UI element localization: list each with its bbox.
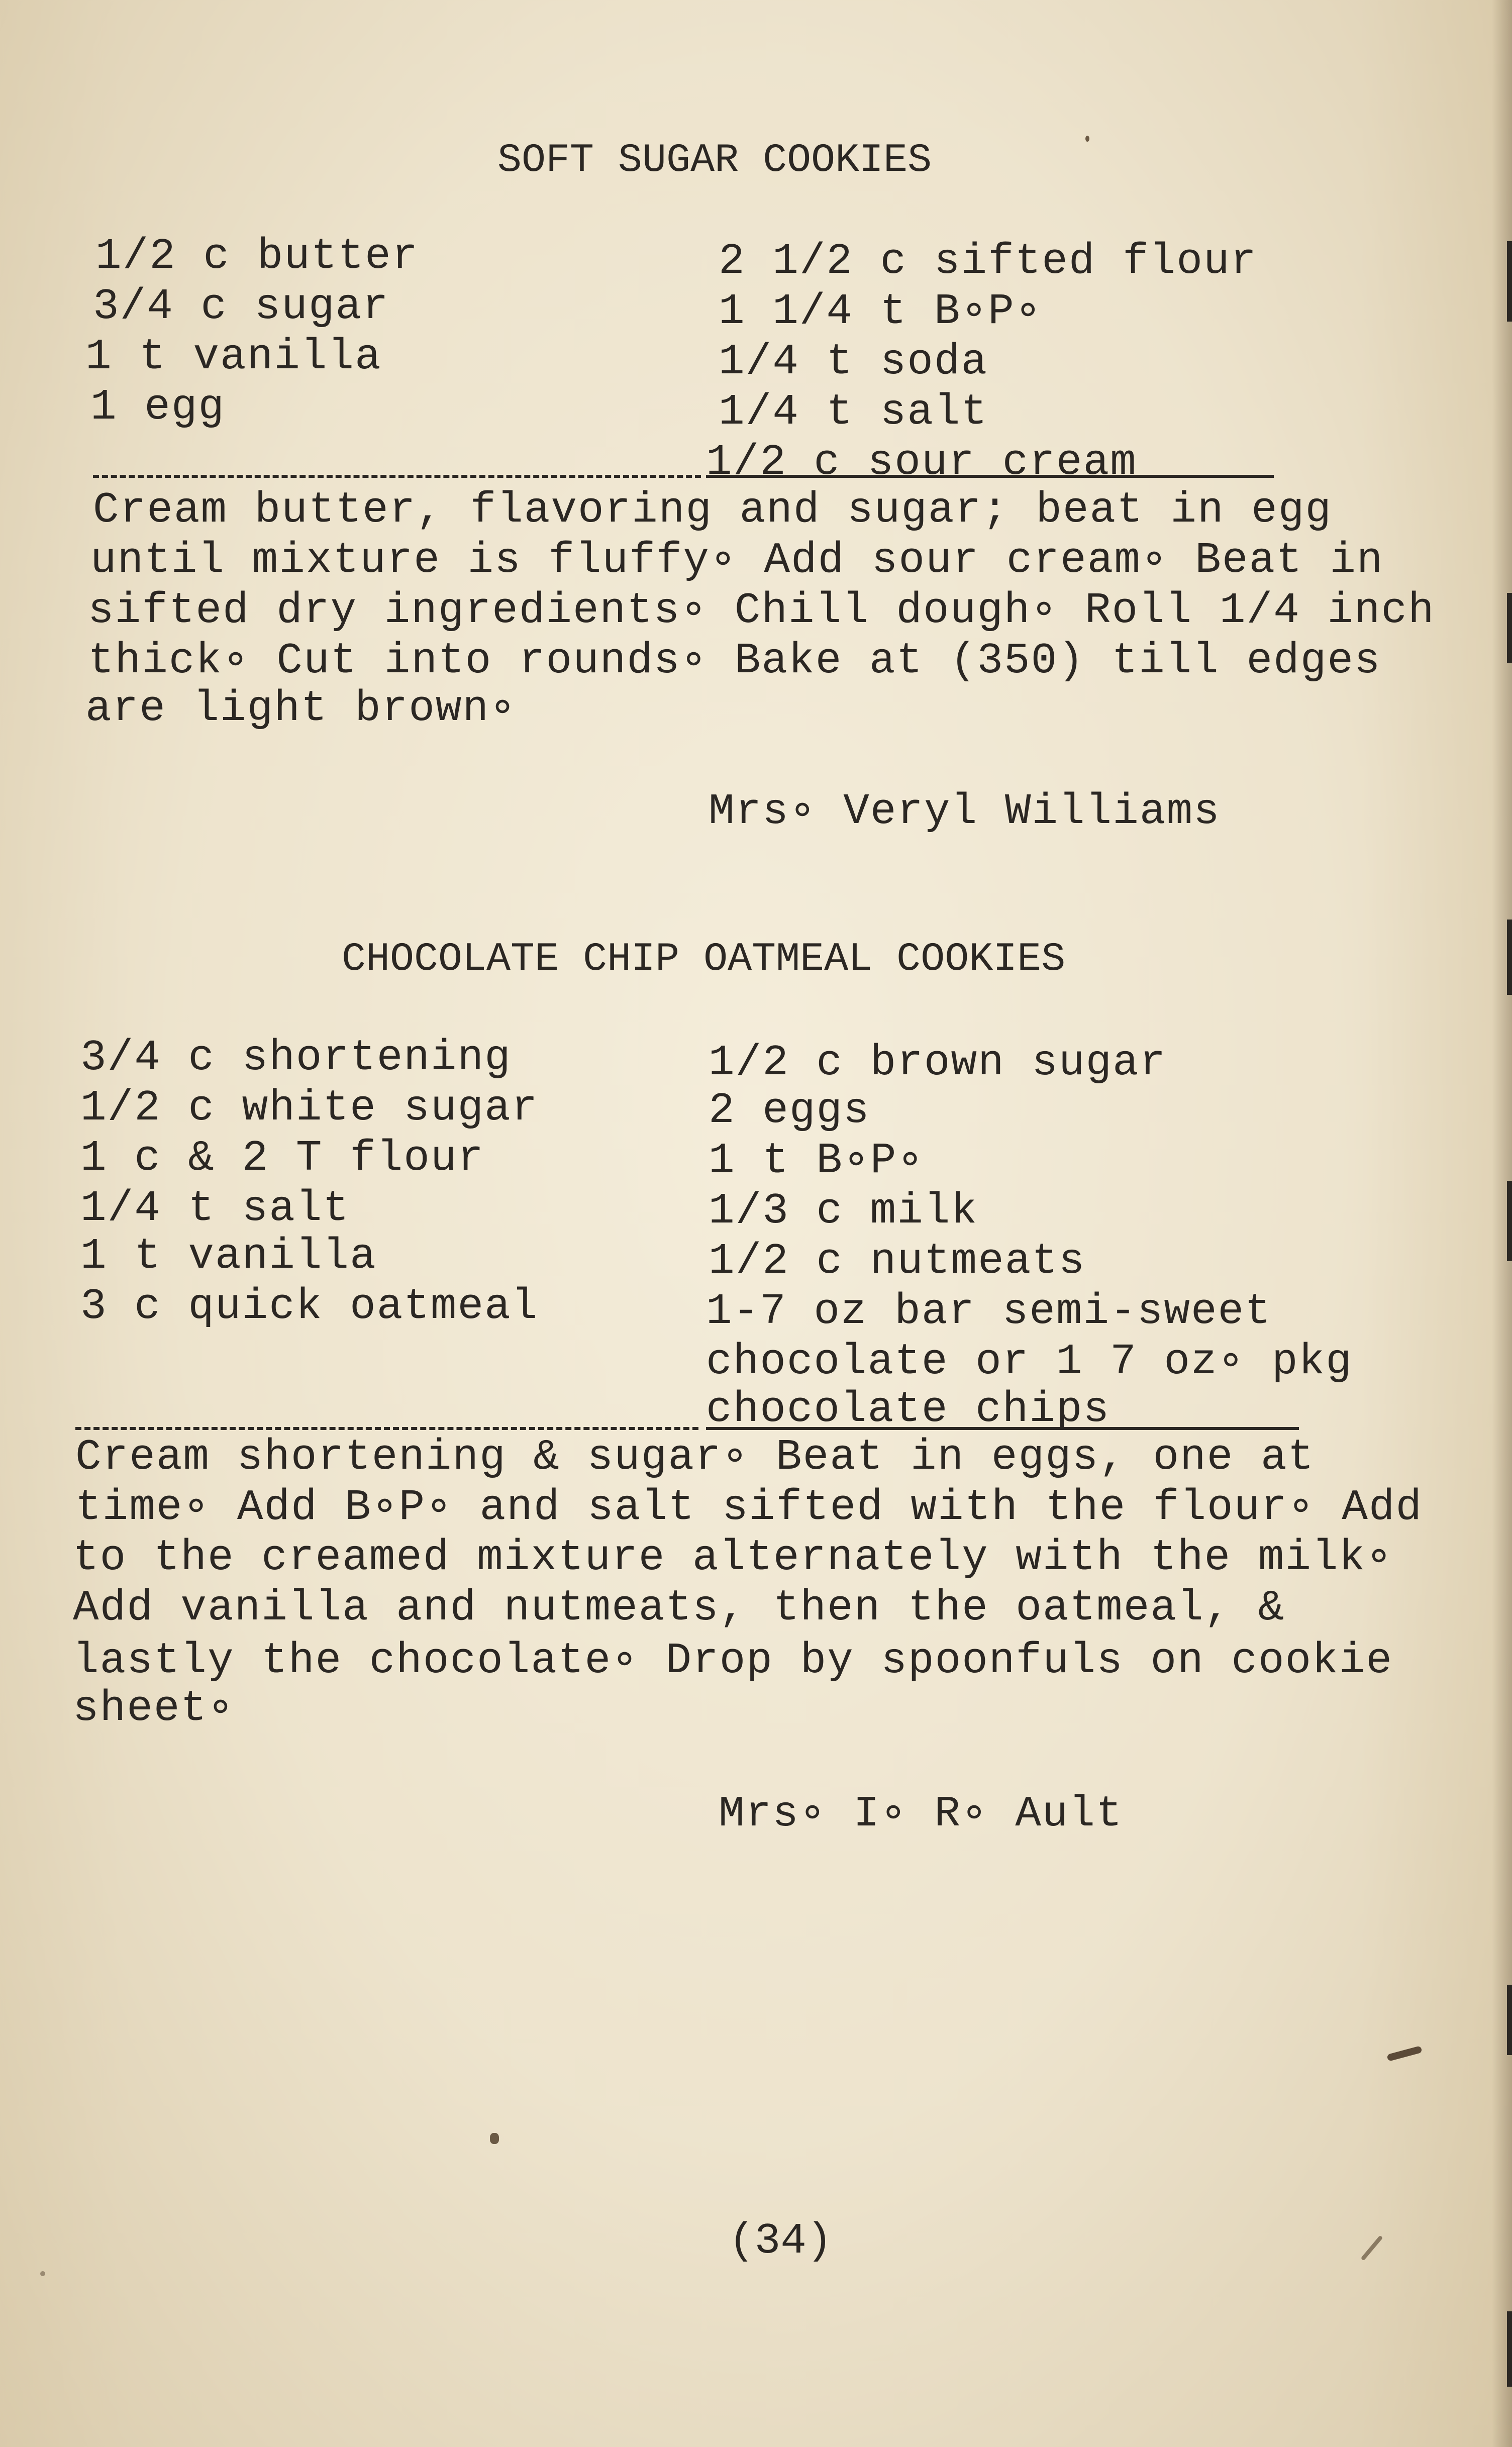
- ingredient: 1/4 t soda: [719, 337, 988, 386]
- direction-line: time∘ Add B∘P∘ and salt sifted with the flour∘ Add: [75, 1483, 1423, 1532]
- ingredient: 3/4 c shortening: [80, 1033, 512, 1082]
- ingredient-divider: [75, 1427, 698, 1430]
- recipe-author: Mrs∘ Veryl Williams: [709, 787, 1221, 836]
- binding-mark: [1507, 593, 1512, 663]
- ingredient: 3 c quick oatmeal: [80, 1282, 539, 1331]
- ingredient: 1 c & 2 T flour: [80, 1134, 485, 1183]
- direction-line: lastly the chocolate∘ Drop by spoonfuls on cookie: [73, 1636, 1393, 1685]
- ingredient: 2 1/2 c sifted flour: [719, 237, 1258, 286]
- ingredient: 1/4 t salt: [719, 387, 988, 437]
- ingredient: 1-7 oz bar semi-sweet: [706, 1287, 1272, 1336]
- ingredient: 1/4 t salt: [80, 1184, 350, 1233]
- binding-mark: [1507, 2311, 1512, 2387]
- paper-speck: [490, 2133, 499, 2144]
- recipe-title: SOFT SUGAR COOKIES: [497, 138, 932, 183]
- ingredient: 2 eggs: [709, 1086, 870, 1135]
- ingredient: 1 t vanilla: [80, 1232, 377, 1281]
- recipe-title: CHOCOLATE CHIP OATMEAL COOKIES: [342, 937, 1066, 982]
- direction-line: until mixture is fluffy∘ Add sour cream∘ Beat in: [90, 536, 1384, 585]
- binding-mark: [1507, 241, 1512, 322]
- ingredient: 3/4 c sugar: [93, 282, 389, 331]
- paper-speck: [1085, 136, 1089, 142]
- direction-line: thick∘ Cut into rounds∘ Bake at (350) till edges: [88, 636, 1381, 685]
- ingredient-divider: [706, 1427, 1299, 1430]
- binding-mark: [1507, 920, 1512, 995]
- ingredient-divider: [93, 475, 701, 478]
- direction-line: sheet∘: [73, 1684, 235, 1733]
- ingredient: chocolate chips: [706, 1385, 1111, 1434]
- ingredient: chocolate or 1 7 oz∘ pkg: [706, 1337, 1353, 1386]
- ingredient: 1/2 c white sugar: [80, 1083, 539, 1133]
- ingredient: 1/2 c brown sugar: [709, 1038, 1167, 1087]
- direction-line: sifted dry ingredients∘ Chill dough∘ Roll 1/4 inch: [88, 586, 1435, 635]
- binding-mark: [1507, 1181, 1512, 1261]
- paper-speck: [40, 2271, 45, 2276]
- ingredient: 1/2 c sour cream: [706, 438, 1137, 487]
- ingredient: 1 t vanilla: [85, 332, 382, 381]
- binding-mark: [1507, 1985, 1512, 2055]
- direction-line: are light brown∘: [85, 684, 517, 733]
- ingredient: 1/2 c nutmeats: [709, 1237, 1086, 1286]
- direction-line: Cream butter, flavoring and sugar; beat in egg: [93, 485, 1332, 535]
- ingredient: 1/3 c milk: [709, 1186, 978, 1236]
- ingredient-divider: [706, 475, 1274, 478]
- direction-line: Add vanilla and nutmeats, then the oatmeal, &: [73, 1583, 1285, 1633]
- ingredient: 1 1/4 t B∘P∘: [719, 287, 1042, 336]
- page-number: (34): [729, 2216, 833, 2266]
- ingredient: 1 t B∘P∘: [709, 1136, 925, 1185]
- direction-line: Cream shortening & sugar∘ Beat in eggs, one at: [75, 1433, 1315, 1482]
- recipe-author: Mrs∘ I∘ R∘ Ault: [719, 1789, 1123, 1839]
- direction-line: to the creamed mixture alternately with the milk∘: [73, 1533, 1393, 1582]
- ingredient: 1 egg: [90, 382, 226, 432]
- ingredient: 1/2 c butter: [95, 232, 419, 281]
